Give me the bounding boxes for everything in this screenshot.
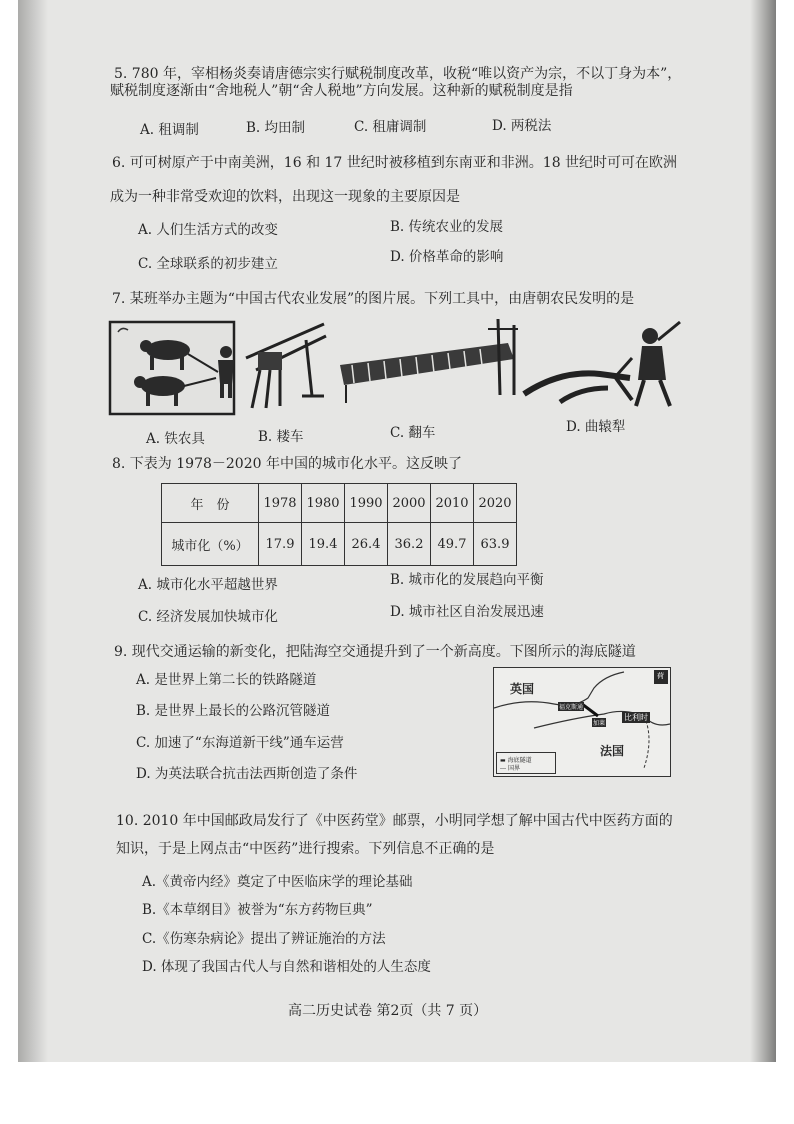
q9-option-a: A. 是世界上第二长的铁路隧道 — [136, 672, 317, 688]
legend-tunnel-label: 海底隧道 — [507, 757, 532, 764]
q10-line1: 10. 2010 年中国邮政局发行了《中医药堂》邮票，小明同学想了解中国古代中医药方面的 — [116, 813, 673, 829]
table-cell: 26.4 — [345, 523, 388, 566]
q9-option-d: D. 为英法联合抗击法西斯创造了条件 — [136, 766, 358, 782]
q8-option-c: C. 经济发展加快城市化 — [138, 609, 278, 625]
table-header-urbanization: 城市化（%） — [162, 523, 259, 566]
map-label-route2: 加莱 — [593, 720, 606, 727]
table-header-year: 年 份 — [162, 484, 259, 523]
q6-option-a: A. 人们生活方式的改变 — [138, 222, 278, 238]
page-footer: 高二历史试卷 第2页（共 7 页） — [288, 1003, 488, 1019]
page-shadow-left — [18, 0, 48, 1062]
q10-option-a: A.《黄帝内经》奠定了中医临床学的理论基础 — [142, 874, 413, 890]
table-cell: 2020 — [474, 484, 517, 523]
legend-tunnel: ▬ 海底隧道 — [500, 757, 532, 764]
q7-line1: 7. 某班举办主题为“中国古代农业发展”的图片展。下列工具中，由唐朝农民发明的是 — [112, 291, 635, 307]
q8-option-d: D. 城市社区自治发展迅速 — [390, 604, 544, 620]
q9-line1: 9. 现代交通运输的新变化，把陆海空交通提升到了一个新高度。下图所示的海底隧道 — [114, 644, 636, 660]
q5-option-c: C. 租庸调制 — [354, 119, 427, 135]
q9-option-b: B. 是世界上最长的公路沉管隧道 — [136, 703, 331, 719]
seed-drill-image — [236, 318, 330, 412]
table-cell: 1980 — [302, 484, 345, 523]
q6-line2: 成为一种非常受欢迎的饮料，出现这一现象的主要原因是 — [110, 189, 460, 205]
map-label-netherlands: 荷 — [657, 672, 664, 680]
table-cell: 63.9 — [474, 523, 517, 566]
urbanization-table — [161, 483, 517, 566]
map-label-route: 福克斯通 — [559, 704, 584, 711]
q8-option-a: A. 城市化水平超越世界 — [138, 577, 278, 593]
page-shadow-right — [750, 0, 776, 1062]
legend-border-label: 国界 — [508, 765, 521, 772]
q8-line1: 8. 下表为 1978－2020 年中国的城市化水平。这反映了 — [112, 456, 462, 472]
q7-option-a: A. 铁农具 — [146, 431, 205, 447]
q5-option-d: D. 两税法 — [492, 118, 552, 134]
square-pallet-chain-pump-image — [338, 315, 520, 407]
table-cell: 1978 — [259, 484, 302, 523]
legend-border: --- 国界 — [500, 765, 521, 772]
q10-option-c: C.《伤寒杂病论》提出了辨证施治的方法 — [142, 931, 386, 947]
q10-option-b: B.《本草纲目》被誉为“东方药物巨典” — [142, 902, 373, 918]
q10-option-d: D. 体现了我国古代人与自然和谐相处的人生态度 — [142, 959, 431, 975]
channel-tunnel-map — [493, 667, 671, 777]
q7-option-c: C. 翻车 — [390, 425, 436, 441]
q10-line2: 知识，于是上网点击“中医药”进行搜索。下列信息不正确的是 — [116, 841, 495, 857]
q8-option-b: B. 城市化的发展趋向平衡 — [390, 572, 544, 588]
map-legend — [496, 752, 556, 774]
table-cell: 1990 — [345, 484, 388, 523]
table-cell: 49.7 — [431, 523, 474, 566]
map-label-france: 法国 — [600, 744, 625, 758]
q6-option-c: C. 全球联系的初步建立 — [138, 256, 278, 272]
q5-option-b: B. 均田制 — [246, 120, 306, 136]
table-cell: 2010 — [431, 484, 474, 523]
q7-option-d: D. 曲辕犁 — [566, 419, 626, 435]
q5-line2: 赋税制度逐渐由“舍地税人”朝“舍人税地”方向发展。这种新的赋税制度是指 — [110, 83, 573, 99]
map-label-uk: 英国 — [510, 682, 535, 696]
table-cell: 2000 — [388, 484, 431, 523]
table-cell: 36.2 — [388, 523, 431, 566]
q6-option-b: B. 传统农业的发展 — [390, 219, 504, 235]
q7-option-b: B. 耧车 — [258, 429, 304, 445]
q5-option-a: A. 租调制 — [140, 122, 199, 138]
q9-option-c: C. 加速了“东海道新干线”通车运营 — [136, 735, 344, 751]
table-cell: 17.9 — [259, 523, 302, 566]
q6-line1: 6. 可可树原产于中南美洲，16 和 17 世纪时被移植到东南亚和非洲。18 世纪时可可在欧洲 — [112, 155, 678, 171]
table-row — [162, 523, 517, 566]
table-cell: 19.4 — [302, 523, 345, 566]
q5-line1: 5. 780 年，宰相杨炎奏请唐德宗实行赋税制度改革，收税“唯以资产为宗，不以丁身为本”， — [114, 66, 682, 82]
table-row — [162, 484, 517, 523]
curved-shaft-plow-image — [520, 318, 690, 410]
q6-option-d: D. 价格革命的影响 — [390, 249, 504, 265]
map-label-belgium: 比利时 — [624, 713, 648, 722]
